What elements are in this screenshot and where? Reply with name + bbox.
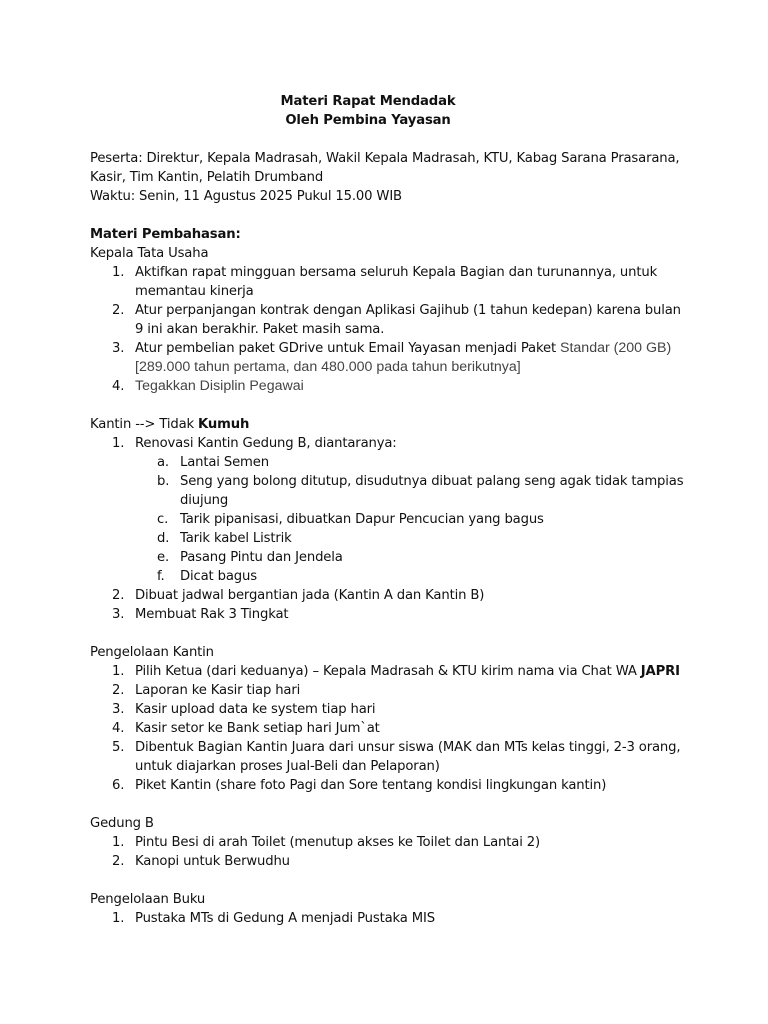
list-item-pasted-text: Tegakkan Disiplin Pegawai xyxy=(135,378,304,394)
section-heading-kantin xyxy=(90,415,690,434)
list-item-text: Dibuat jadwal bergantian jada (Kantin A dan Kantin B) xyxy=(135,588,485,603)
doc-title-line1: Materi Rapat Mendadak xyxy=(280,94,456,109)
list-number: 4. xyxy=(112,379,125,394)
list-item xyxy=(90,700,690,719)
list-item-text: Piket Kantin (share foto Pagi dan Sore tentang kondisi lingkungan kantin) xyxy=(135,778,607,793)
list-number: 4. xyxy=(112,721,125,736)
spacer xyxy=(90,795,690,814)
sublist-item xyxy=(135,453,690,472)
list-letter: d. xyxy=(157,531,170,546)
sublist-item-text: Dicat bagus xyxy=(180,569,257,584)
list-item-text: Kanopi untuk Berwudhu xyxy=(135,854,290,869)
list-item xyxy=(90,301,690,339)
list-letter: f. xyxy=(157,569,165,584)
list-letter: c. xyxy=(157,512,169,527)
document-page xyxy=(90,92,690,928)
pengelolaan-buku-list xyxy=(90,909,690,928)
sublist-item xyxy=(135,510,690,529)
list-number: 2. xyxy=(112,683,125,698)
section-heading-ktu: Kepala Tata Usaha xyxy=(90,246,209,261)
list-item-bold-text: JAPRI xyxy=(640,664,680,679)
list-number: 1. xyxy=(112,911,125,926)
list-item-text: Pilih Ketua (dari keduanya) – Kepala Madrasah & KTU kirim nama via Chat WA xyxy=(135,664,641,679)
list-number: 3. xyxy=(112,702,125,717)
list-item xyxy=(90,852,690,871)
list-number: 3. xyxy=(112,607,125,622)
section-heading-pengelolaan-buku: Pengelolaan Buku xyxy=(90,892,206,907)
doc-title-line2: Oleh Pembina Yayasan xyxy=(285,113,451,128)
list-item-text: Pintu Besi di arah Toilet (menutup akses ke Toilet dan Lantai 2) xyxy=(135,835,541,850)
kantin-sublist xyxy=(135,453,690,586)
list-item xyxy=(90,833,690,852)
spacer xyxy=(90,130,690,149)
list-number: 6. xyxy=(112,778,125,793)
sublist-item xyxy=(135,567,690,586)
gedung-b-list xyxy=(90,833,690,871)
list-number: 2. xyxy=(112,854,125,869)
list-item xyxy=(90,586,690,605)
list-number: 5. xyxy=(112,740,125,755)
list-item xyxy=(90,738,690,776)
list-item xyxy=(90,909,690,928)
spacer xyxy=(90,871,690,890)
list-number: 1. xyxy=(112,664,125,679)
section-heading-pengelolaan-kantin: Pengelolaan Kantin xyxy=(90,645,214,660)
ktu-list xyxy=(90,263,690,396)
list-item xyxy=(90,434,690,586)
sublist-item-text: Tarik kabel Listrik xyxy=(180,531,292,546)
peserta-line1: Peserta: Direktur, Kepala Madrasah, Wakil Kepala Madrasah, KTU, Kabag Sarana Prasarana, xyxy=(90,151,680,166)
kantin-list xyxy=(90,434,690,624)
list-item-text: Membuat Rak 3 Tingkat xyxy=(135,607,289,622)
sublist-item-text: Pasang Pintu dan Jendela xyxy=(180,550,343,565)
sublist-item xyxy=(135,529,690,548)
list-item xyxy=(90,681,690,700)
spacer xyxy=(90,396,690,415)
list-item xyxy=(90,776,690,795)
waktu-line: Waktu: Senin, 11 Agustus 2025 Pukul 15.00 WIB xyxy=(90,189,402,204)
list-number: 2. xyxy=(112,303,125,318)
heading-text: Kantin --> Tidak xyxy=(90,417,199,432)
section-heading-gedung-b: Gedung B xyxy=(90,816,154,831)
list-item-text: Kasir upload data ke system tiap hari xyxy=(135,702,376,717)
list-number: 2. xyxy=(112,588,125,603)
sublist-item-text: Seng yang bolong ditutup, disudutnya dibuat palang seng agak tidak tampias diujung xyxy=(180,474,684,508)
list-item-text: Pustaka MTs di Gedung A menjadi Pustaka MIS xyxy=(135,911,435,926)
list-number: 1. xyxy=(112,436,125,451)
sublist-item xyxy=(135,472,690,510)
list-letter: b. xyxy=(157,474,170,489)
sublist-item-text: Tarik pipanisasi, dibuatkan Dapur Pencucian yang bagus xyxy=(180,512,544,527)
list-item xyxy=(90,263,690,301)
sublist-item xyxy=(135,548,690,567)
list-item-text: Dibentuk Bagian Kantin Juara dari unsur siswa (MAK dan MTs kelas tinggi, 2-3 orang, untuk diajarkan proses Jual-Beli dan Pelaporan) xyxy=(135,740,681,774)
list-item xyxy=(90,719,690,738)
list-item xyxy=(90,605,690,624)
list-number: 1. xyxy=(112,835,125,850)
heading-bold-text: Kumuh xyxy=(198,417,250,432)
list-item xyxy=(90,377,690,396)
list-letter: e. xyxy=(157,550,170,565)
list-number: 3. xyxy=(112,341,125,356)
list-item-text: Kasir setor ke Bank setiap hari Jum`at xyxy=(135,721,380,736)
pengelolaan-kantin-list xyxy=(90,662,690,795)
list-letter: a. xyxy=(157,455,169,470)
list-item xyxy=(90,339,690,377)
peserta-line2: Kasir, Tim Kantin, Pelatih Drumband xyxy=(90,170,324,185)
list-item xyxy=(90,662,690,681)
list-item-text: Atur perpanjangan kontrak dengan Aplikasi Gajihub (1 tahun kedepan) karena bulan 9 ini akan berakhir. Paket masih sama. xyxy=(135,303,681,337)
list-item-text: Aktifkan rapat mingguan bersama seluruh Kepala Bagian dan turunannya, untuk memantau kinerja xyxy=(135,265,658,299)
sublist-item-text: Lantai Semen xyxy=(180,455,269,470)
list-item-pasted-text: Standar (200 GB) [289.000 tahun pertama, dan 480.000 pada tahun berikutnya] xyxy=(135,340,672,375)
materi-heading: Materi Pembahasan: xyxy=(90,227,241,242)
list-number: 1. xyxy=(112,265,125,280)
spacer xyxy=(90,624,690,643)
list-item-text: Atur pembelian paket GDrive untuk Email Yayasan menjadi Paket xyxy=(135,341,561,356)
spacer xyxy=(90,206,690,225)
list-item-text: Laporan ke Kasir tiap hari xyxy=(135,683,301,698)
list-item-text: Renovasi Kantin Gedung B, diantaranya: xyxy=(135,436,397,451)
